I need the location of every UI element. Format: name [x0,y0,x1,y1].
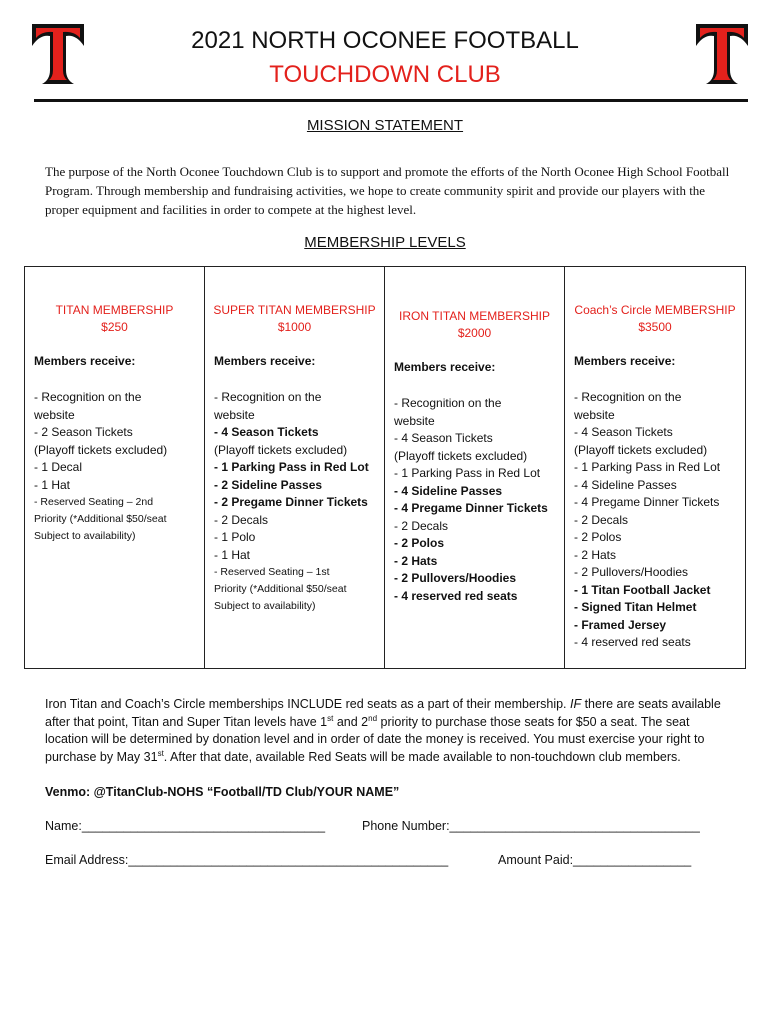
benefit-item: - 2 Decals [574,512,629,527]
benefit-item: - 1 Hat [214,547,251,562]
benefit-list [394,395,560,605]
benefit-item: - 1 Hat [34,477,71,492]
venmo-info: Venmo: @TitanClub-NOHS “Football/TD Club/YOUR NAME” [45,785,400,799]
benefit-item: - 4 Season Tickets [394,431,493,445]
membership-column-titan [25,267,205,668]
mission-text: The purpose of the North Oconee Touchdown Club is to support and promote the efforts of the North Oconee High School Football Program. Through membership and fundraising activities, we hope to create community spirit and provide our players with the proper equipment and facilities in order to compete at the highest level. [45,164,730,217]
benefit-item: Priority (*Additional $50/seat [34,513,167,525]
benefit-item: - Signed Titan Helmet [574,600,697,614]
membership-name [385,308,564,342]
notes-superscript: st [157,748,164,758]
membership-title: TITAN MEMBERSHIP [55,303,174,317]
notes-text: Iron Titan and Coach’s Circle memberships INCLUDE red seats as a part of their membership. [45,697,570,711]
membership-title: Coach’s Circle MEMBERSHIP [574,303,736,317]
benefit-item: - 2 Sideline Passes [214,477,323,492]
name-field[interactable]: Name:___________________________________ [45,819,326,833]
notes-text: priority to purchase those seats for $50 a seat. The seat location will be determined by donation level and in order of date the money is received. You must exercise your right to purchase by May 31 [45,714,705,764]
notes-text: and 2 [333,714,369,729]
membership-levels-table [24,266,746,669]
membership-name [205,302,384,336]
benefit-item: (Playoff tickets excluded) [394,448,528,463]
benefit-item: - Reserved Seating – 1st [214,566,330,578]
membership-name [25,302,204,336]
membership-price: $3500 [638,320,672,334]
benefit-item: - 4 reserved red seats [574,635,691,649]
notes-emphasis: IF [570,697,582,711]
benefit-item: website [394,413,435,428]
benefit-item: - 1 Parking Pass in Red Lot [214,460,369,474]
benefit-item: - 1 Parking Pass in Red Lot [574,460,721,474]
benefit-list [214,389,380,615]
benefit-item: - 4 reserved red seats [394,588,518,603]
benefit-item: - 2 Pullovers/Hoodies [394,571,517,585]
benefit-item: - 2 Decals [394,518,449,533]
benefit-item: (Playoff tickets excluded) [214,442,348,457]
benefit-item: - 2 Polos [394,536,445,550]
benefit-item: - Recognition on the [34,390,142,404]
benefit-item: - 2 Pullovers/Hoodies [574,565,689,579]
benefit-item: - Recognition on the [214,390,322,404]
benefit-item: - 2 Season Tickets [34,425,133,439]
benefit-item: - 4 Sideline Passes [394,483,503,498]
benefit-item: - Framed Jersey [574,617,667,632]
notes-superscript: nd [368,713,378,723]
members-receive-label: Members receive: [34,354,136,368]
benefit-item: - 4 Season Tickets [214,425,319,439]
benefit-item: - 2 Pregame Dinner Tickets [214,495,368,509]
page-title [0,24,770,92]
members-receive-label: Members receive: [214,354,316,368]
benefit-item: Subject to availability) [34,530,136,542]
benefit-list [34,389,200,545]
notes-text: there are seats available after that point, Titan and Super Titan levels have 1 [45,697,721,729]
benefit-list [574,389,741,652]
benefit-item: website [574,407,615,422]
benefit-item: (Playoff tickets excluded) [574,442,708,457]
members-receive-label: Members receive: [394,360,496,374]
membership-name [565,302,745,336]
notes-text: . After that date, available Red Seats will be made available to non-touchdown club members. [163,749,681,764]
red-seat-notes [45,696,735,766]
membership-title: SUPER TITAN MEMBERSHIP [213,303,376,317]
benefit-item: - 4 Pregame Dinner Tickets [394,501,548,515]
benefit-item: - 1 Parking Pass in Red Lot [394,466,541,480]
benefit-item: - 1 Decal [34,460,83,474]
benefit-item: - 4 Pregame Dinner Tickets [574,495,720,509]
benefit-item: (Playoff tickets excluded) [34,442,168,457]
benefit-item: Subject to availability) [214,600,316,612]
mission-heading: MISSION STATEMENT [306,117,464,134]
membership-column-coachs-circle [565,267,745,668]
notes-superscript: st [327,713,334,723]
benefit-item: - 4 Season Tickets [574,425,673,439]
benefit-item: - 4 Sideline Passes [574,477,677,492]
phone-number-field[interactable]: Phone Number:____________________________________ [362,819,700,833]
benefit-item: website [34,407,75,422]
benefit-item: - Recognition on the [394,396,502,410]
benefit-item: - 2 Polos [574,530,622,544]
title-line-1: 2021 NORTH OCONEE FOOTBALL [191,27,579,54]
email-address-field[interactable]: Email Address:______________________________________________ [45,853,449,867]
membership-price: $250 [101,320,128,334]
members-receive-label: Members receive: [574,354,676,368]
membership-title: IRON TITAN MEMBERSHIP [399,309,550,323]
membership-column-super-titan [205,267,385,668]
amount-paid-field[interactable]: Amount Paid:_________________ [498,853,692,867]
benefit-item: - Reserved Seating – 2nd [34,496,154,508]
membership-price: $2000 [457,326,492,340]
membership-price: $1000 [277,320,312,334]
benefit-item: - 1 Titan Football Jacket [574,582,711,597]
benefit-item: - 2 Hats [394,553,438,568]
membership-column-iron-titan [385,267,565,668]
membership-levels-heading: MEMBERSHIP LEVELS [304,234,466,251]
benefit-item: - 2 Decals [214,512,269,527]
header-divider [34,99,748,102]
benefit-item: - 2 Hats [574,547,617,562]
benefit-item: - Recognition on the [574,390,682,404]
title-line-2: TOUCHDOWN CLUB [269,61,501,88]
benefit-item: - 1 Polo [214,530,256,544]
benefit-item: website [214,407,255,422]
benefit-item: Priority (*Additional $50/seat [214,583,347,595]
